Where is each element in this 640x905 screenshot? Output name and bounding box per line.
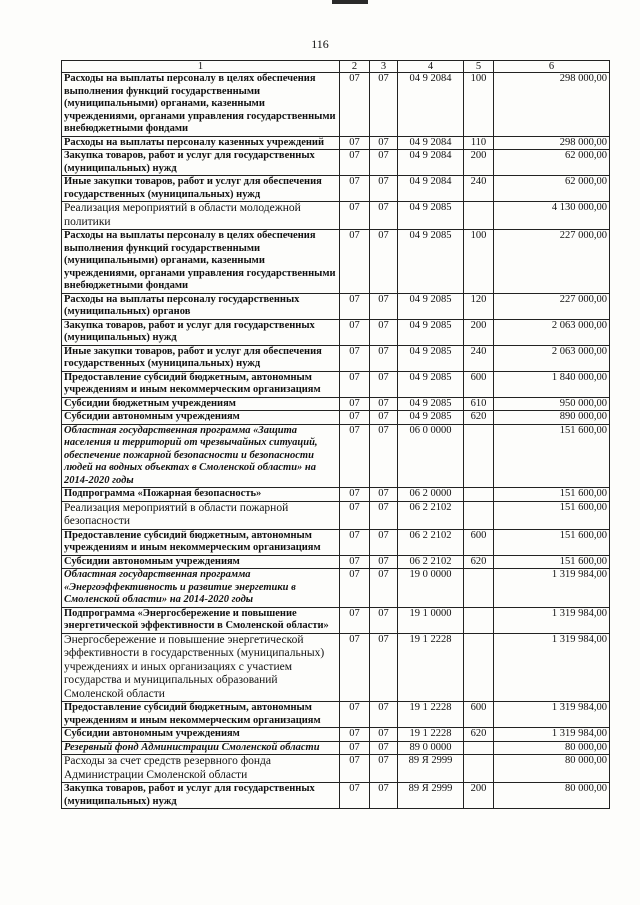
row-expense-type [464, 741, 494, 755]
row-subsection: 07 [370, 633, 398, 702]
table-row [62, 176, 610, 202]
row-expense-type [464, 755, 494, 783]
row-name: Субсидии автономным учреждениям [62, 555, 340, 569]
row-name: Закупка товаров, работ и услуг для государственных (муниципальных) нужд [62, 783, 340, 809]
table-row [62, 728, 610, 742]
row-name: Реализация мероприятий в области молодежной политики [62, 202, 340, 230]
row-expense-type: 600 [464, 371, 494, 397]
table-row [62, 150, 610, 176]
col-header-5: 5 [464, 61, 494, 73]
row-name: Предоставление субсидий бюджетным, автономным учреждениям и иным некоммерческим организациям [62, 371, 340, 397]
row-section: 07 [340, 411, 370, 425]
row-target-article: 89 Я 2999 [398, 755, 464, 783]
row-amount: 950 000,00 [494, 397, 610, 411]
row-target-article: 04 9 2085 [398, 397, 464, 411]
row-name: Расходы на выплаты персоналу государственных (муниципальных) органов [62, 293, 340, 319]
col-header-4: 4 [398, 61, 464, 73]
row-target-article: 89 Я 2999 [398, 783, 464, 809]
row-subsection: 07 [370, 136, 398, 150]
row-name: Предоставление субсидий бюджетным, автономным учреждениям и иным некоммерческим организациям [62, 702, 340, 728]
row-target-article: 06 2 2102 [398, 555, 464, 569]
row-name: Подпрограмма «Энергосбережение и повышение энергетической эффективности в Смоленской области» [62, 607, 340, 633]
row-target-article: 19 1 0000 [398, 607, 464, 633]
row-amount: 1 319 984,00 [494, 607, 610, 633]
row-subsection: 07 [370, 755, 398, 783]
table-row [62, 607, 610, 633]
row-name: Субсидии автономным учреждениям [62, 728, 340, 742]
row-target-article: 06 2 2102 [398, 501, 464, 529]
row-subsection: 07 [370, 411, 398, 425]
table-row [62, 293, 610, 319]
row-expense-type [464, 424, 494, 488]
row-target-article: 19 1 2228 [398, 702, 464, 728]
row-section: 07 [340, 529, 370, 555]
row-target-article: 04 9 2085 [398, 411, 464, 425]
table-body [62, 73, 610, 809]
row-section: 07 [340, 345, 370, 371]
col-header-3: 3 [370, 61, 398, 73]
row-section: 07 [340, 633, 370, 702]
table-row [62, 411, 610, 425]
row-expense-type: 620 [464, 728, 494, 742]
row-subsection: 07 [370, 293, 398, 319]
row-subsection: 07 [370, 741, 398, 755]
row-amount: 80 000,00 [494, 741, 610, 755]
row-section: 07 [340, 607, 370, 633]
row-expense-type [464, 501, 494, 529]
row-amount: 62 000,00 [494, 150, 610, 176]
row-expense-type: 100 [464, 73, 494, 137]
row-expense-type: 240 [464, 176, 494, 202]
row-target-article: 06 2 0000 [398, 488, 464, 502]
row-subsection: 07 [370, 501, 398, 529]
row-target-article: 19 0 0000 [398, 569, 464, 608]
row-section: 07 [340, 741, 370, 755]
row-expense-type [464, 633, 494, 702]
row-target-article: 89 0 0000 [398, 741, 464, 755]
table-row [62, 319, 610, 345]
row-expense-type: 200 [464, 319, 494, 345]
row-subsection: 07 [370, 397, 398, 411]
row-expense-type: 600 [464, 702, 494, 728]
row-amount: 1 840 000,00 [494, 371, 610, 397]
row-amount: 80 000,00 [494, 755, 610, 783]
table-row [62, 633, 610, 702]
row-target-article: 04 9 2084 [398, 73, 464, 137]
row-amount: 298 000,00 [494, 73, 610, 137]
row-amount: 2 063 000,00 [494, 345, 610, 371]
row-amount: 890 000,00 [494, 411, 610, 425]
table-header-row [62, 61, 610, 73]
row-name: Закупка товаров, работ и услуг для государственных (муниципальных) нужд [62, 319, 340, 345]
row-target-article: 04 9 2085 [398, 319, 464, 345]
row-subsection: 07 [370, 783, 398, 809]
row-amount: 151 600,00 [494, 555, 610, 569]
row-name: Закупка товаров, работ и услуг для государственных (муниципальных) нужд [62, 150, 340, 176]
row-target-article: 04 9 2085 [398, 345, 464, 371]
row-amount: 1 319 984,00 [494, 702, 610, 728]
row-amount: 151 600,00 [494, 529, 610, 555]
table-row [62, 783, 610, 809]
table-row [62, 202, 610, 230]
row-subsection: 07 [370, 230, 398, 294]
row-section: 07 [340, 150, 370, 176]
row-subsection: 07 [370, 150, 398, 176]
row-section: 07 [340, 202, 370, 230]
row-amount: 227 000,00 [494, 293, 610, 319]
col-header-1: 1 [62, 61, 340, 73]
table-row [62, 397, 610, 411]
row-expense-type: 200 [464, 150, 494, 176]
row-section: 07 [340, 319, 370, 345]
row-amount: 80 000,00 [494, 783, 610, 809]
budget-table [61, 60, 610, 809]
row-expense-type [464, 488, 494, 502]
row-expense-type: 620 [464, 411, 494, 425]
row-target-article: 04 9 2085 [398, 371, 464, 397]
row-name: Областная государственная программа «Энергоэффективность и развитие энергетики в Смоленской области» на 2014-2020 годы [62, 569, 340, 608]
table-row [62, 230, 610, 294]
row-subsection: 07 [370, 529, 398, 555]
table-row [62, 345, 610, 371]
row-expense-type [464, 607, 494, 633]
row-target-article: 04 9 2085 [398, 202, 464, 230]
row-expense-type: 110 [464, 136, 494, 150]
row-amount: 151 600,00 [494, 488, 610, 502]
row-section: 07 [340, 728, 370, 742]
row-subsection: 07 [370, 702, 398, 728]
row-name: Расходы на выплаты персоналу казенных учреждений [62, 136, 340, 150]
row-section: 07 [340, 371, 370, 397]
table-row [62, 555, 610, 569]
row-amount: 1 319 984,00 [494, 633, 610, 702]
row-name: Расходы на выплаты персоналу в целях обеспечения выполнения функций государственными (муниципальными) органами, казенными учреждениями, органами управления государственными внебюджетными фондами [62, 73, 340, 137]
table-row [62, 73, 610, 137]
row-subsection: 07 [370, 202, 398, 230]
row-subsection: 07 [370, 371, 398, 397]
table-row [62, 488, 610, 502]
row-expense-type: 620 [464, 555, 494, 569]
row-target-article: 04 9 2084 [398, 150, 464, 176]
row-subsection: 07 [370, 607, 398, 633]
row-target-article: 06 2 2102 [398, 529, 464, 555]
row-expense-type: 120 [464, 293, 494, 319]
row-subsection: 07 [370, 488, 398, 502]
row-name: Реализация мероприятий в области пожарной безопасности [62, 501, 340, 529]
row-name: Подпрограмма «Пожарная безопасность» [62, 488, 340, 502]
row-amount: 2 063 000,00 [494, 319, 610, 345]
row-subsection: 07 [370, 569, 398, 608]
table-row [62, 529, 610, 555]
row-section: 07 [340, 136, 370, 150]
row-section: 07 [340, 569, 370, 608]
row-name: Иные закупки товаров, работ и услуг для обеспечения государственных (муниципальных) нужд [62, 176, 340, 202]
row-target-article: 19 1 2228 [398, 728, 464, 742]
row-expense-type [464, 569, 494, 608]
row-expense-type [464, 202, 494, 230]
row-amount: 227 000,00 [494, 230, 610, 294]
scan-mark [332, 0, 368, 4]
row-section: 07 [340, 230, 370, 294]
row-expense-type: 100 [464, 230, 494, 294]
row-name: Субсидии бюджетным учреждениям [62, 397, 340, 411]
row-amount: 1 319 984,00 [494, 569, 610, 608]
row-target-article: 04 9 2085 [398, 230, 464, 294]
row-expense-type: 200 [464, 783, 494, 809]
row-name: Расходы за счет средств резервного фонда Администрации Смоленской области [62, 755, 340, 783]
row-target-article: 04 9 2085 [398, 293, 464, 319]
table-row [62, 424, 610, 488]
row-subsection: 07 [370, 728, 398, 742]
row-name: Энергосбережение и повышение энергетической эффективности в государственных (муниципальных) учреждениях и иных организациях с участием государства и муниципальных образований Смоленской области [62, 633, 340, 702]
row-section: 07 [340, 501, 370, 529]
row-target-article: 06 0 0000 [398, 424, 464, 488]
row-expense-type: 610 [464, 397, 494, 411]
row-section: 07 [340, 702, 370, 728]
col-header-6: 6 [494, 61, 610, 73]
row-amount: 1 319 984,00 [494, 728, 610, 742]
row-subsection: 07 [370, 555, 398, 569]
row-amount: 151 600,00 [494, 424, 610, 488]
row-subsection: 07 [370, 176, 398, 202]
row-section: 07 [340, 176, 370, 202]
page-number: 116 [311, 37, 329, 51]
row-name: Субсидии автономным учреждениям [62, 411, 340, 425]
row-target-article: 19 1 2228 [398, 633, 464, 702]
row-section: 07 [340, 555, 370, 569]
table-row [62, 741, 610, 755]
row-section: 07 [340, 488, 370, 502]
row-amount: 62 000,00 [494, 176, 610, 202]
row-expense-type: 240 [464, 345, 494, 371]
row-name: Областная государственная программа «Защита населения и территорий от чрезвычайных ситуаций, обеспечение пожарной безопасности и безопасности людей на водных объектах в Смоленской области» на 2014-2020 годы [62, 424, 340, 488]
table-row [62, 136, 610, 150]
row-amount: 298 000,00 [494, 136, 610, 150]
row-name: Предоставление субсидий бюджетным, автономным учреждениям и иным некоммерческим организациям [62, 529, 340, 555]
row-expense-type: 600 [464, 529, 494, 555]
col-header-2: 2 [340, 61, 370, 73]
row-section: 07 [340, 424, 370, 488]
row-section: 07 [340, 397, 370, 411]
row-subsection: 07 [370, 345, 398, 371]
row-amount: 4 130 000,00 [494, 202, 610, 230]
row-section: 07 [340, 755, 370, 783]
table-row [62, 702, 610, 728]
row-name: Иные закупки товаров, работ и услуг для обеспечения государственных (муниципальных) нужд [62, 345, 340, 371]
row-section: 07 [340, 293, 370, 319]
row-target-article: 04 9 2084 [398, 176, 464, 202]
row-name: Резервный фонд Администрации Смоленской области [62, 741, 340, 755]
row-subsection: 07 [370, 73, 398, 137]
table-row [62, 371, 610, 397]
row-target-article: 04 9 2084 [398, 136, 464, 150]
row-section: 07 [340, 73, 370, 137]
table-row [62, 569, 610, 608]
table-row [62, 755, 610, 783]
row-subsection: 07 [370, 319, 398, 345]
row-subsection: 07 [370, 424, 398, 488]
row-amount: 151 600,00 [494, 501, 610, 529]
row-name: Расходы на выплаты персоналу в целях обеспечения выполнения функций государственными (муниципальными) органами, казенными учреждениями, органами управления государственными внебюджетными фондами [62, 230, 340, 294]
table-row [62, 501, 610, 529]
row-section: 07 [340, 783, 370, 809]
